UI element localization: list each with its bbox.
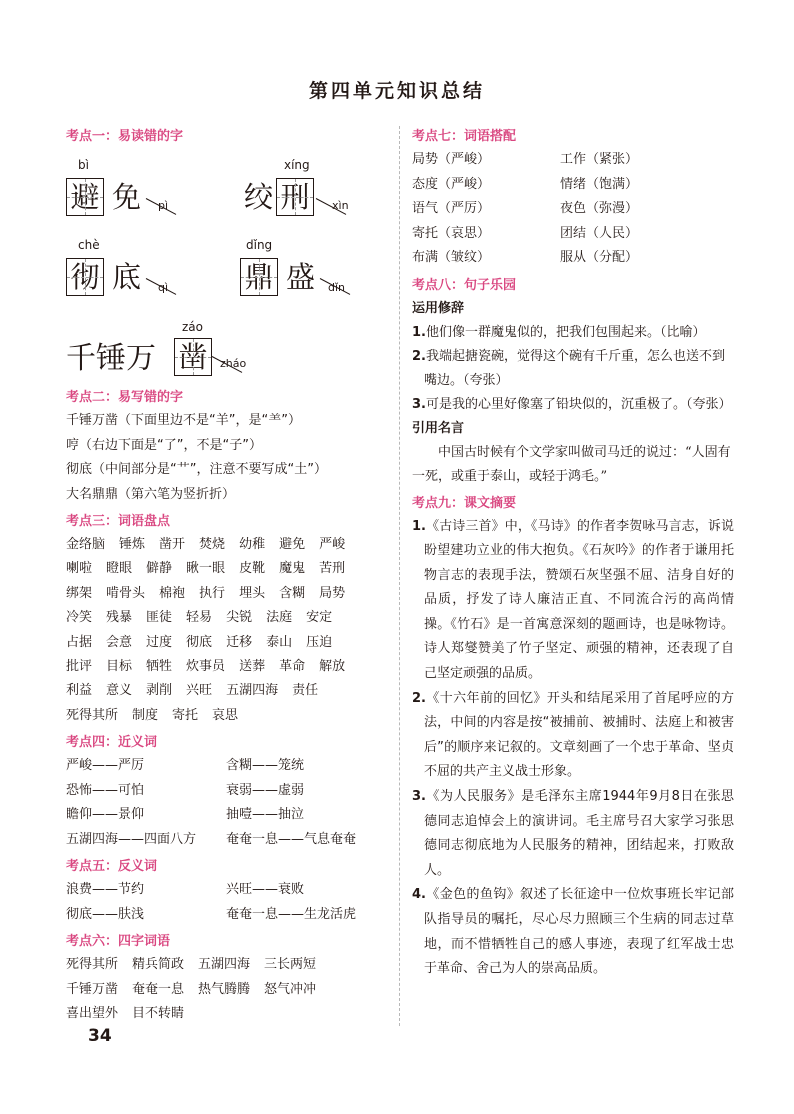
quote-text: 中国古时候有个文学家叫做司马迁的说过：“人固有一死，或重于泰山，或轻于鸿毛。” <box>412 444 731 484</box>
word-row <box>66 704 386 728</box>
synonym-pair: 严峻——严厉 <box>66 758 145 774</box>
word-item: 尖锐 <box>226 610 253 626</box>
word-item: 五湖四海 <box>198 957 251 973</box>
boxed-char-ding: 鼎 <box>240 258 278 296</box>
boxed-char-bi: 避 <box>66 178 104 216</box>
word-item: 三长两短 <box>264 957 317 973</box>
word-item: 苦刑 <box>319 561 346 577</box>
char-sheng: 盛 <box>286 260 316 294</box>
word-item: 魔鬼 <box>279 561 306 577</box>
word-item: 哀思 <box>212 707 239 723</box>
antonym-pair: 奄奄一息——生龙活虎 <box>226 906 357 922</box>
section-heading-k3: 考点三：词语盘点 <box>66 514 171 529</box>
summary-paragraph: 1.《古诗三首》中，《马诗》的作者李贺咏马言志，诉说盼望建功立业的伟大抱负。《石灰吟》的作者于谦用托物言志的表现手法，赞颂石灰坚强不屈、洁身自好的品质，抒发了诗人廉洁正直、不同流合污的高尚情操。《竹石》是一首寓意深刻的题画诗，也是咏物诗。诗人郑燮赞美了竹子坚定、顽强的精神，还表现了自己坚定顽强的品质。 <box>412 518 734 682</box>
word-item: 皮靴 <box>239 561 266 577</box>
word-item: 革命 <box>279 659 306 675</box>
word-item: 迁移 <box>226 634 253 650</box>
word-item: 瞅一眼 <box>186 561 226 577</box>
word-item: 会意 <box>106 634 133 650</box>
word-item: 占据 <box>66 634 93 650</box>
synonym-pair: 恐怖——可怕 <box>66 782 145 798</box>
synonym-pair: 抽噎——抽泣 <box>226 807 305 823</box>
page-title: 第四单元知识总结 <box>308 80 485 102</box>
section-heading-k9: 考点九：课文摘要 <box>412 495 517 511</box>
word-item: 避免 <box>279 537 306 552</box>
word-item: 喇啦 <box>66 561 93 577</box>
word-item: 残暴 <box>106 610 133 626</box>
synonym-pair: 奄奄一息——气息奄奄 <box>226 831 357 847</box>
word-item: 金络脑 <box>66 537 106 552</box>
collocation-list <box>412 148 734 271</box>
word-row <box>66 631 386 655</box>
word-item: 千锤万凿 <box>66 981 119 997</box>
word-row <box>66 1002 386 1026</box>
wrong-pinyin-zhao: zháo <box>220 357 247 370</box>
left-column <box>66 126 386 1026</box>
k2-line: 彻底（中间部分是“⺾”，注意不要写成“土”） <box>66 462 327 477</box>
collocation: 寄托（哀思） <box>412 225 491 241</box>
wrong-pinyin-qi: qì <box>158 281 169 294</box>
section-heading-k1: 考点一：易读错的字 <box>66 129 184 144</box>
word-item: 匪徒 <box>146 610 173 626</box>
word-item: 热气腾腾 <box>198 981 251 997</box>
page-number: 34 <box>88 1026 112 1046</box>
word-item: 法庭 <box>266 610 293 626</box>
word-row <box>66 953 386 977</box>
antonym-list <box>66 878 386 927</box>
word-item: 兴旺 <box>186 683 213 699</box>
word-item: 解放 <box>319 659 346 675</box>
word-item: 安定 <box>306 610 333 626</box>
word-item: 瞪眼 <box>106 561 133 577</box>
boxed-char-zao: 凿 <box>174 338 212 376</box>
char-qianchuiwan: 千锤万 <box>66 341 156 376</box>
word-item: 绑架 <box>66 585 93 601</box>
word-item: 意义 <box>106 683 133 699</box>
k2-line: 哼（右边下面是“了”，不是“子”） <box>66 437 262 453</box>
word-item: 制度 <box>132 707 159 723</box>
word-row <box>66 606 386 630</box>
pinyin-zao: záo <box>182 320 203 334</box>
synonym-pair: 衰弱——虚弱 <box>226 782 305 798</box>
word-item: 压迫 <box>306 634 333 650</box>
char-jiao: 绞 <box>244 180 274 214</box>
antonym-pair: 浪费——节约 <box>66 882 145 898</box>
word-row <box>66 978 386 1002</box>
sentence-item: 1.他们像一群魔鬼似的，把我们包围起来。（比喻） <box>412 324 706 340</box>
word-item: 彻底 <box>186 634 213 650</box>
word-item: 剥削 <box>146 683 173 699</box>
collocation: 局势（严峻） <box>412 152 491 167</box>
collocation: 态度（严峻） <box>412 176 491 192</box>
word-item: 凿开 <box>159 537 186 552</box>
word-item: 五湖四海 <box>226 683 279 699</box>
word-item: 冷笑 <box>66 610 93 626</box>
word-item: 送葬 <box>239 659 266 675</box>
pinyin-bi: bì <box>78 158 89 172</box>
section-heading-k4: 考点四：近义词 <box>66 735 158 751</box>
char-mian: 免 <box>112 180 142 214</box>
word-item: 锤炼 <box>119 537 146 552</box>
k2-line: 大名鼎鼎（第六笔为竖折折） <box>66 486 236 502</box>
word-item: 幼稚 <box>239 537 266 552</box>
antonym-pair: 彻底——肤浅 <box>66 906 145 922</box>
subheading-rhetoric: 运用修辞 <box>412 300 465 316</box>
collocation: 服从（分配） <box>560 250 639 265</box>
hard-characters <box>66 148 386 383</box>
pinyin-xing: xíng <box>284 158 310 172</box>
pinyin-ding: dǐng <box>246 238 273 252</box>
word-item: 泰山 <box>266 634 293 650</box>
collocation: 语气（严厉） <box>412 201 491 216</box>
column-divider <box>399 126 400 1026</box>
word-item: 目标 <box>106 659 133 675</box>
sentence-item: 2.我端起搪瓷碗，觉得这个碗有千斤重，怎么也送不到嘴边。（夸张） <box>412 348 725 388</box>
boxed-char-che: 彻 <box>66 258 104 296</box>
word-item: 死得其所 <box>66 957 119 973</box>
word-row <box>66 582 386 606</box>
section-heading-k2: 考点二：易写错的字 <box>66 390 184 405</box>
word-item: 责任 <box>292 683 319 699</box>
wrong-pinyin-din: dǐn <box>328 281 346 294</box>
section-heading-k7: 考点七：词语搭配 <box>412 129 517 144</box>
word-item: 批评 <box>66 659 93 675</box>
word-item: 焚烧 <box>199 537 226 552</box>
word-item: 含糊 <box>279 585 306 601</box>
collocation: 团结（人民） <box>560 225 639 241</box>
collocation: 情绪（饱满） <box>560 176 639 192</box>
collocation: 布满（皱纹） <box>412 250 491 265</box>
word-item: 炊事员 <box>186 659 226 675</box>
boxed-char-xing: 刑 <box>276 178 314 216</box>
idiom-list <box>66 953 386 1026</box>
word-row <box>66 557 386 581</box>
char-di: 底 <box>112 260 142 294</box>
word-item: 僻静 <box>146 561 173 577</box>
subheading-quote: 引用名言 <box>412 420 465 436</box>
word-item: 轻易 <box>186 610 213 626</box>
word-item: 埋头 <box>239 585 266 601</box>
word-item: 怒气冲冲 <box>264 981 317 997</box>
word-item: 利益 <box>66 683 93 699</box>
right-column <box>412 126 734 982</box>
word-item: 死得其所 <box>66 707 119 723</box>
k2-line: 千锤万凿（下面里边不是“羊”，是“⺷”） <box>66 413 301 428</box>
synonym-list <box>66 754 386 852</box>
word-item: 奄奄一息 <box>132 981 185 997</box>
word-item: 执行 <box>199 585 226 601</box>
summary-paragraph: 4.《金色的鱼钩》叙述了长征途中一位炊事班长牢记部队指导员的嘱托，尽心尽力照顾三个生病的同志过草地，而不惜牺牲自己的感人事迹，表现了红军战士忠于革命、舍己为人的崇高品质。 <box>412 887 734 977</box>
collocation: 工作（紧张） <box>560 152 639 167</box>
wrong-pinyin-xin: xìn <box>332 199 349 212</box>
synonym-pair: 瞻仰——景仰 <box>66 807 145 823</box>
wrong-pinyin-pi: pì <box>158 199 169 212</box>
word-item: 啃骨头 <box>106 585 146 601</box>
word-item: 严峻 <box>319 537 346 552</box>
synonym-pair: 五湖四海——四面八方 <box>66 831 197 847</box>
word-item: 棉袍 <box>159 585 186 601</box>
collocation: 夜色（弥漫） <box>560 201 639 216</box>
summary-paragraph: 2.《十六年前的回忆》开头和结尾采用了首尾呼应的方法，中间的内容是按“被捕前、被捕时、法庭上和被害后”的顺序来记叙的。文章刻画了一个忠于革命、坚贞不屈的共产主义战士形象。 <box>412 690 734 780</box>
word-row <box>66 679 386 703</box>
pinyin-che: chè <box>78 238 100 252</box>
word-list <box>66 533 386 728</box>
word-item: 牺牲 <box>146 659 173 675</box>
section-heading-k8: 考点八：句子乐园 <box>412 277 517 293</box>
word-item: 精兵简政 <box>132 957 185 973</box>
section-heading-k5: 考点五：反义词 <box>66 859 158 875</box>
word-item: 局势 <box>319 585 346 601</box>
synonym-pair: 含糊——笼统 <box>226 758 305 774</box>
word-item: 寄托 <box>172 707 199 723</box>
antonym-pair: 兴旺——衰败 <box>226 882 305 898</box>
word-row <box>66 533 386 557</box>
summary-paragraph: 3.《为人民服务》是毛泽东主席1944年9月8日在张思德同志追悼会上的演讲词。毛主席号召大家学习张思德同志彻底地为人民服务的精神，团结起来，打败敌人。 <box>412 789 734 878</box>
sentence-item: 3.可是我的心里好像塞了铅块似的，沉重极了。（夸张） <box>412 396 732 412</box>
section-heading-k6: 考点六：四字词语 <box>66 934 171 950</box>
word-item: 过度 <box>146 634 173 650</box>
word-item: 喜出望外 <box>66 1006 119 1022</box>
word-row <box>66 655 386 679</box>
word-item: 目不转睛 <box>132 1006 185 1022</box>
